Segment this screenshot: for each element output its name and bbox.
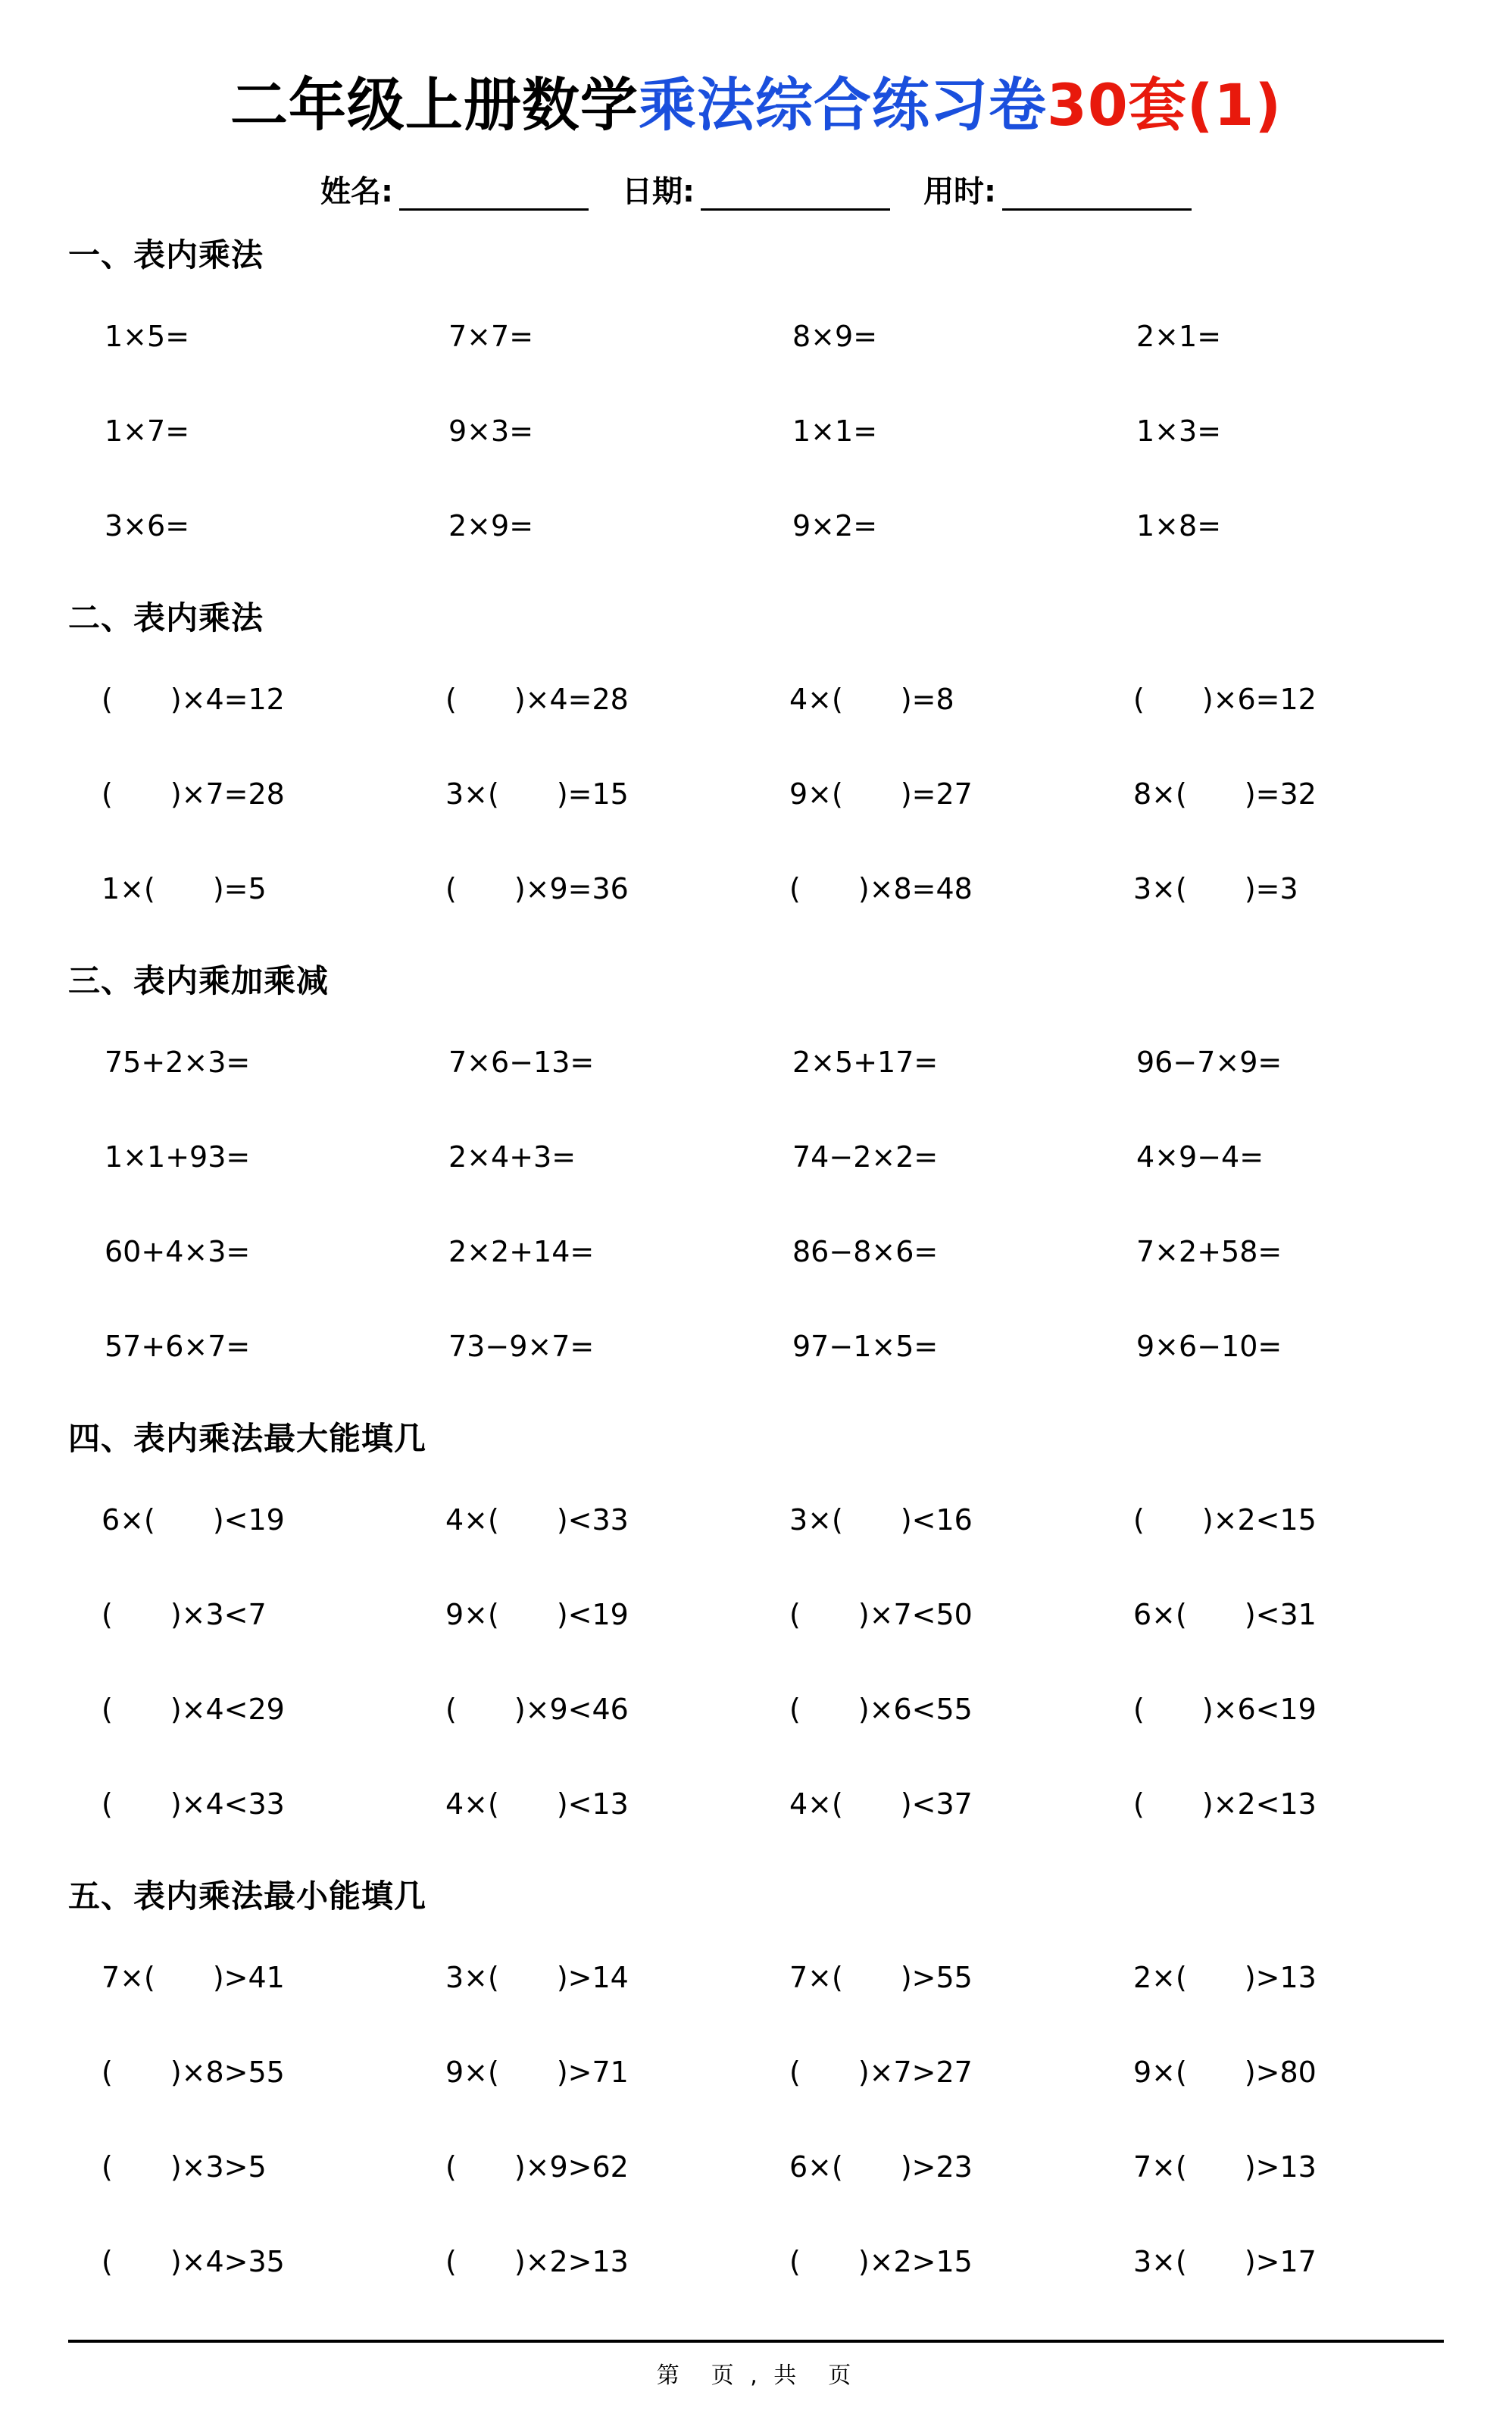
problem-cell[interactable]: ( )×6=12: [1133, 683, 1317, 716]
problem-cell[interactable]: ( )×4=12: [102, 683, 285, 716]
problem-cell[interactable]: 8×( )=32: [1133, 777, 1317, 811]
section-3-heading: 三、表内乘加乘减: [68, 962, 330, 999]
problem-cell[interactable]: 73−9×7=: [448, 1330, 595, 1363]
section-2-heading: 二、表内乘法: [68, 599, 264, 636]
problem-cell[interactable]: 8×9=: [792, 320, 878, 353]
problem-cell[interactable]: 1×3=: [1136, 414, 1222, 448]
problem-cell[interactable]: 1×1=: [792, 414, 878, 448]
problem-cell[interactable]: 9×6−10=: [1136, 1330, 1282, 1363]
problem-cell[interactable]: 2×1=: [1136, 320, 1222, 353]
footer-divider: [68, 2340, 1444, 2343]
problem-cell[interactable]: ( )×3>5: [102, 2150, 267, 2184]
problem-cell[interactable]: 6×( )<31: [1133, 1598, 1317, 1631]
problem-row: [68, 1568, 1444, 1662]
problem-cell[interactable]: 4×9−4=: [1136, 1140, 1264, 1174]
problem-cell[interactable]: 4×( )<13: [445, 1787, 629, 1821]
problem-row: [68, 842, 1444, 936]
problem-cell[interactable]: ( )×6<55: [789, 1693, 973, 1726]
problem-cell[interactable]: ( )×7<50: [789, 1598, 973, 1631]
problem-cell[interactable]: 9×( )<19: [445, 1598, 629, 1631]
problem-cell[interactable]: 96−7×9=: [1136, 1046, 1282, 1079]
problem-cell[interactable]: 97−1×5=: [792, 1330, 939, 1363]
section-2: [68, 593, 1444, 936]
problem-cell[interactable]: 57+6×7=: [105, 1330, 251, 1363]
problem-cell[interactable]: 7×7=: [448, 320, 534, 353]
section-3: [68, 956, 1444, 1394]
problem-cell[interactable]: 2×( )>13: [1133, 1961, 1317, 1994]
name-field-group: [320, 167, 589, 211]
problem-cell[interactable]: 74−2×2=: [792, 1140, 939, 1174]
problem-cell[interactable]: 2×4+3=: [448, 1140, 576, 1174]
problem-cell[interactable]: 3×( )>17: [1133, 2245, 1317, 2278]
problem-cell[interactable]: ( )×4=28: [445, 683, 629, 716]
section-4-heading: 四、表内乘法最大能填几: [68, 1420, 427, 1457]
problem-cell[interactable]: 4×( )=8: [789, 683, 954, 716]
date-label: 日期:: [622, 174, 695, 209]
problem-cell[interactable]: ( )×6<19: [1133, 1693, 1317, 1726]
problem-cell[interactable]: 3×6=: [105, 509, 190, 542]
problem-cell[interactable]: ( )×8>55: [102, 2056, 285, 2089]
problem-cell[interactable]: 9×3=: [448, 414, 534, 448]
problem-cell[interactable]: ( )×2<13: [1133, 1787, 1317, 1821]
problem-row: [68, 1757, 1444, 1852]
problem-cell[interactable]: 2×9=: [448, 509, 534, 542]
problem-row: [68, 2215, 1444, 2309]
problem-cell[interactable]: ( )×2<15: [1133, 1503, 1317, 1537]
page-title: [68, 59, 1444, 142]
problem-cell[interactable]: ( )×3<7: [102, 1598, 267, 1631]
problem-cell[interactable]: 9×( )=27: [789, 777, 973, 811]
date-input-blank[interactable]: [701, 178, 890, 211]
problem-row: [68, 652, 1444, 747]
problem-cell[interactable]: 4×( )<37: [789, 1787, 973, 1821]
problem-row: [68, 1299, 1444, 1394]
problem-cell[interactable]: ( )×8=48: [789, 872, 973, 905]
time-label: 用时:: [923, 174, 996, 209]
problem-cell[interactable]: 75+2×3=: [105, 1046, 251, 1079]
problem-cell[interactable]: ( )×4>35: [102, 2245, 285, 2278]
section-1-rows: [68, 289, 1444, 574]
student-info-line: [68, 167, 1444, 211]
problem-cell[interactable]: ( )×9>62: [445, 2150, 629, 2184]
section-4-rows: [68, 1473, 1444, 1852]
problem-cell[interactable]: 3×( )=15: [445, 777, 629, 811]
problem-cell[interactable]: ( )×7>27: [789, 2056, 973, 2089]
problem-cell[interactable]: ( )×4<33: [102, 1787, 285, 1821]
problem-cell[interactable]: 7×( )>55: [789, 1961, 973, 1994]
problem-row: [68, 289, 1444, 384]
problem-cell[interactable]: 9×( )>80: [1133, 2056, 1317, 2089]
problem-cell[interactable]: 1×7=: [105, 414, 190, 448]
problem-cell[interactable]: 9×2=: [792, 509, 878, 542]
problem-cell[interactable]: ( )×9<46: [445, 1693, 629, 1726]
section-1: [68, 230, 1444, 574]
section-3-rows: [68, 1015, 1444, 1394]
problem-cell[interactable]: 1×8=: [1136, 509, 1222, 542]
section-1-heading: 一、表内乘法: [68, 236, 264, 274]
problem-row: [68, 2120, 1444, 2215]
problem-cell[interactable]: 1×5=: [105, 320, 190, 353]
time-input-blank[interactable]: [1002, 178, 1192, 211]
problem-cell[interactable]: 60+4×3=: [105, 1235, 251, 1268]
problem-row: [68, 2025, 1444, 2120]
problem-cell[interactable]: 6×( )<19: [102, 1503, 285, 1537]
problem-cell[interactable]: ( )×9=36: [445, 872, 629, 905]
problem-row: [68, 384, 1444, 479]
problem-row: [68, 1931, 1444, 2025]
problem-cell[interactable]: 6×( )>23: [789, 2150, 973, 2184]
time-field-group: [923, 167, 1192, 211]
problem-row: [68, 747, 1444, 842]
problem-cell[interactable]: 3×( )<16: [789, 1503, 973, 1537]
problem-cell[interactable]: 9×( )>71: [445, 2056, 629, 2089]
problem-cell[interactable]: 7×2+58=: [1136, 1235, 1282, 1268]
problem-row: [68, 1473, 1444, 1568]
problem-cell[interactable]: 2×2+14=: [448, 1235, 595, 1268]
title-part-topic: 乘法综合练习卷: [638, 71, 1047, 139]
problem-cell[interactable]: 1×1+93=: [105, 1140, 251, 1174]
problem-cell[interactable]: 3×( )>14: [445, 1961, 629, 1994]
section-5-heading: 五、表内乘法最小能填几: [68, 1878, 427, 1915]
problem-cell[interactable]: 2×5+17=: [792, 1046, 939, 1079]
section-4: [68, 1414, 1444, 1852]
problem-cell[interactable]: ( )×4<29: [102, 1693, 285, 1726]
problem-cell[interactable]: ( )×7=28: [102, 777, 285, 811]
section-2-rows: [68, 652, 1444, 936]
problem-cell[interactable]: 7×6−13=: [448, 1046, 595, 1079]
problem-row: [68, 479, 1444, 574]
problem-row: [68, 1205, 1444, 1299]
title-part-subject: 二年级上册数学: [230, 71, 639, 139]
name-input-blank[interactable]: [399, 178, 589, 211]
problem-cell[interactable]: 1×( )=5: [102, 872, 267, 905]
problem-row: [68, 1110, 1444, 1205]
section-5-rows: [68, 1931, 1444, 2309]
name-label: 姓名:: [320, 174, 393, 209]
problem-cell[interactable]: ( )×2>13: [445, 2245, 629, 2278]
problem-cell[interactable]: 86−8×6=: [792, 1235, 939, 1268]
section-5: [68, 1871, 1444, 2309]
page-footer: 第 页 , 共 页: [656, 2362, 856, 2389]
problem-cell[interactable]: 7×( )>41: [102, 1961, 285, 1994]
problem-cell[interactable]: ( )×2>15: [789, 2245, 973, 2278]
title-part-count: 30套(1): [1046, 71, 1282, 139]
problem-row: [68, 1662, 1444, 1757]
problem-cell[interactable]: 7×( )>13: [1133, 2150, 1317, 2184]
problem-cell[interactable]: 3×( )=3: [1133, 872, 1298, 905]
problem-cell[interactable]: 4×( )<33: [445, 1503, 629, 1537]
problem-row: [68, 1015, 1444, 1110]
date-field-group: [622, 167, 890, 211]
